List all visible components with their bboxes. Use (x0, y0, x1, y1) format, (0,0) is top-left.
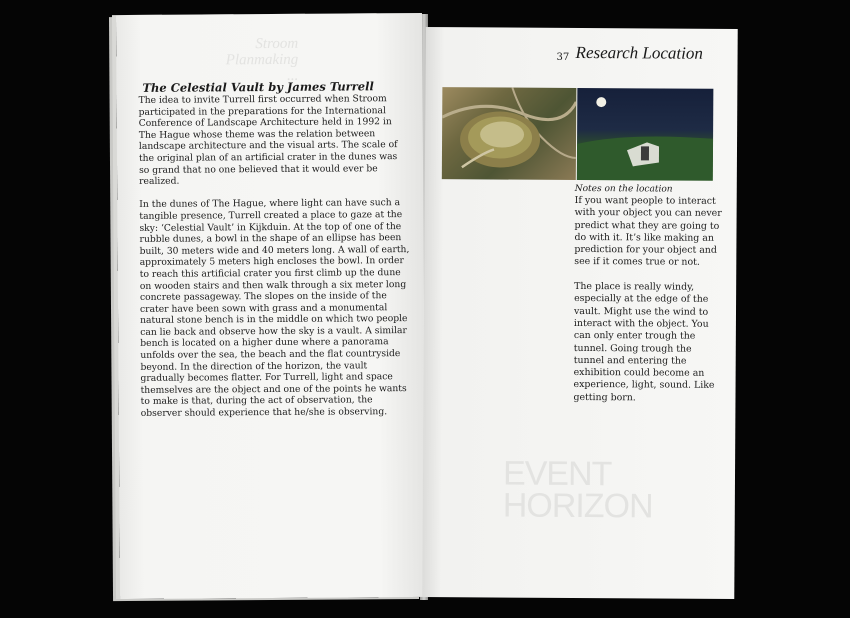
article-paragraph-2: In the dunes of The Hague, where light can have such a tangible presence, Turrell created a place to gaze at the sky: ‘Celestial Vault’ in Kijkduin. At the top of one of the rubble dunes, a bowl in the shape of an ellipse has been built, 30 meters wide and 40 meters long. A wall of earth, approximately 5 meters high encloses the bowl. In order to reach this artificial crater you first climb up the dune on wooden stairs and then walk through a six meter long concrete passageway. The slopes on the inside of the crater have been sown with grass and a monumental natural stone bench is in the middle on which two people can lie back and observe how the sky is a vault. A similar bench is located on a higher dune where a panorama unfolds over the sea, the beach and the flat countryside beyond. In the direction of the horizon, the vault gradually becomes flatter. For Turrell, light and space themselves are the object and one of the points he wants to make is that, during the act of observation, the observer should experience that he/she is observing. (139, 197, 410, 419)
show-through-text: Stroom Planmaking ... (225, 35, 299, 84)
article-author: by James Turrell (264, 79, 374, 95)
right-page (422, 27, 737, 599)
article-paragraph-1: The idea to invite Turrell first occurred when Stroom participated in the preparations for the International Conference of Landscape Architecture held in 1992 in The Hague whose theme was the relation between landscape architecture and the visual arts. The scale of the original plan of an artificial crater in the dunes was so grand that no one believed that it would ever be realized. (138, 93, 398, 188)
notes-paragraph-1: If you want people to interact with your object you can never predict what they are going to do with it. It’s like making an prediction for your object and see if it comes true or not. (574, 194, 722, 269)
left-page (116, 13, 426, 599)
show-through-text: EVENT HORIZON (502, 454, 653, 526)
notes-body (573, 195, 722, 417)
section-title: Research Location (575, 42, 703, 63)
night-vault-photo (577, 88, 714, 181)
aerial-crater-image (442, 87, 577, 180)
article-body (139, 93, 411, 431)
night-vault-image (577, 88, 714, 181)
notes-paragraph-2: The place is really windy, especially at the edge of the vault. Might use the wind to interact with the object. You can only enter trough the tunnel. Going trough the tunnel and entering the exhibition could become an experience, light, sound. Like getting born. (573, 281, 715, 404)
article-title-main: The Celestial Vault (142, 80, 265, 95)
page-number: 37 (556, 51, 570, 63)
aerial-crater-photo (442, 87, 577, 180)
notes-heading: Notes on the location (574, 183, 673, 195)
